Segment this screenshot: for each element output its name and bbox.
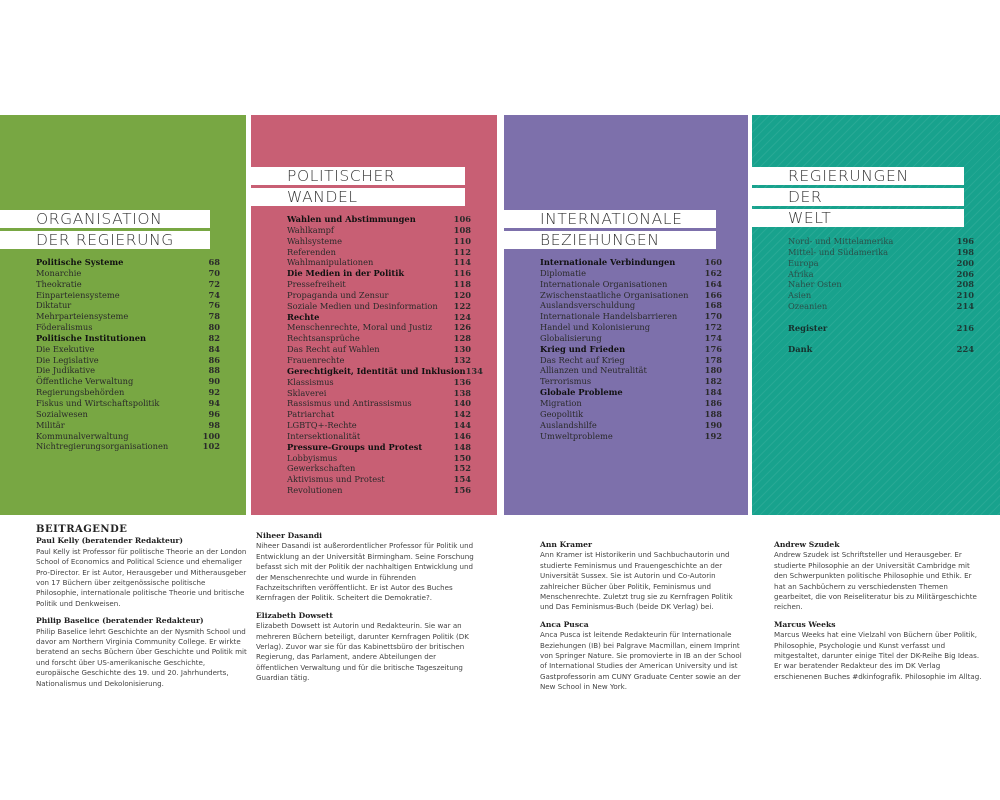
toc-entry-label: Nord- und Mittelamerika [788,236,894,246]
toc-entry[interactable] [287,301,471,312]
toc-entry-label: Nichtregierungsorganisationen [36,441,169,452]
toc-entry-label: Europa [788,257,819,268]
toc-section-entry[interactable] [287,312,471,323]
toc-entry-label: Globale Probleme [540,387,623,398]
toc-entry-page: 198 [956,246,974,257]
toc-section-entry[interactable] [36,333,220,344]
toc-entry-page: 130 [453,344,471,355]
toc-entry-label: Die Legislative [36,354,99,365]
toc-entry[interactable] [287,225,471,236]
toc-entry-page: 124 [453,311,471,322]
toc-entry-label: Das Recht auf Krieg [540,354,625,365]
toc-entry-label: LGBTQ+-Rechte [287,420,357,431]
toc-entry[interactable] [287,377,471,388]
toc-entry[interactable] [36,268,220,279]
toc-entry-page: 112 [453,246,471,257]
toc-entry[interactable] [287,453,471,464]
toc-entry-page: 78 [208,311,220,322]
toc-entry-label: Patriarchat [287,409,335,420]
toc-entry[interactable] [287,290,471,301]
toc-entry-label: Umweltprobleme [540,430,613,441]
toc-entry-page: 170 [704,311,722,322]
contributors-column-2 [256,531,474,691]
toc-entry-label: Das Recht auf Wahlen [287,344,380,355]
toc-entry-label: Wahlkampf [287,224,334,235]
toc-entry[interactable] [36,344,220,355]
panel-title-line: WANDEL [251,188,465,206]
toc-entry-page: 206 [956,268,974,279]
toc-entry[interactable] [540,268,722,279]
toc-entry-label: Wahlen und Abstimmungen [287,214,416,224]
contributor-name: Ann Kramer [540,540,592,549]
toc-entry-page: 120 [453,289,471,300]
toc-entry[interactable] [287,420,471,431]
toc-entry[interactable] [540,290,722,301]
toc-entry-page: 176 [704,343,722,354]
contributor-name: Paul Kelly (beratender Redakteur) [36,536,183,546]
toc-entry-label: Menschenrechte, Moral und Justiz [287,322,433,333]
toc-entry[interactable] [540,300,722,311]
toc-panel-internationale-beziehungen [504,115,748,515]
toc-entry-label: Frauenrechte [287,354,345,365]
toc-entry[interactable] [540,398,722,409]
toc-entry-label: Militär [36,419,65,430]
toc-entry-page: 166 [704,289,722,300]
toc-entry-page: 126 [453,322,471,333]
toc-entry-label: Migration [540,397,582,408]
toc-section-entry[interactable] [788,323,974,334]
toc-section-entry[interactable] [287,214,471,225]
toc-entry[interactable] [287,485,471,496]
toc-entry-page: 118 [453,279,471,290]
toc-entry-page: 146 [453,430,471,441]
toc-entry-page: 186 [704,397,722,408]
toc-entry-label: Die Medien in der Politik [287,268,405,279]
toc-entry[interactable] [287,322,471,333]
toc-entry-page: 156 [453,485,471,496]
toc-section-entry[interactable] [287,365,483,377]
toc-entry-label: Globalisierung [540,332,602,343]
toc-entry-page: 100 [202,430,220,441]
toc-entry-label: Gewerkschaften [287,463,356,474]
toc-entry-page: 74 [208,289,220,300]
toc-entry-label: Ozeanien [788,301,828,312]
toc-entry-page: 178 [704,354,722,365]
toc-entry[interactable] [540,311,722,322]
toc-entry-page: 224 [956,344,974,355]
toc-entry[interactable] [287,431,471,442]
toc-entry-page: 110 [453,235,471,246]
toc-entry-label: Diktatur [36,300,72,311]
toc-entry-page: 140 [453,398,471,409]
toc-entry-label: Handel und Kolonisierung [540,322,651,333]
toc-list [540,257,722,441]
toc-entry[interactable] [540,365,722,376]
toc-panel-regierungen-der-welt [752,115,1000,515]
toc-entry-page: 72 [208,278,220,289]
contributor-bio: Elizabeth Dowsett ist Autorin und Redakteurin. Sie war an mehreren Büchern beteiligt, darunter Kernfragen Politik (DK Verlag). Zuvor war sie für das Kabinettsbüro der britischen Regierung, das Parlament, andere Abteilungen der öffentlichen Verwaltung und für die britische Tageszeitung Guardian tätig. [256,621,469,683]
contributor-bio: Niheer Dasandi ist außerordentlicher Professor für Politik und Entwicklung an der Universität Birmingham. Seine Forschung befasst sich mit der Politik der nachhaltigen Entwicklung und der Menschenrechte und wurde in führenden Fachzeitschriften veröffentlicht. Er ist Autor des Buches Kernfragen der Politik. Scheitert die Demokratie?. [256,541,474,603]
toc-entry[interactable] [36,376,220,387]
contributor-bio: Anca Pusca ist leitende Redakteurin für Internationale Beziehungen (IB) bei Palgrave Macmillan, einem Imprint von Springer Nature. Sie promovierte in IB an der School of International Studies der American University und ist Gastprofessorin am CUNY Graduate Center sowie an der New School in New York. [540,630,742,692]
toc-entry-label: Politische Systeme [36,257,124,267]
contributor-bio: Marcus Weeks hat eine Vielzahl von Büchern über Politik, Philosophie, Psychologie und Kunst verfasst und mitgestaltet, darunter einige Titel der DK-Reihe Big Ideas. Er war beratender Redakteur des im DK Verlag erschienenen Buches #dkinfografik. Philosophie im Alltag. [774,630,982,681]
panel-title-line: DER REGIERUNG [0,231,210,249]
toc-entry[interactable] [36,279,220,290]
toc-entry-label: Theokratie [36,278,82,289]
toc-section-entry[interactable] [287,442,471,453]
toc-entry-label: Revolutionen [287,485,343,496]
toc-entry-label: Auslandshilfe [540,419,597,430]
toc-entry[interactable] [540,322,722,333]
toc-entry[interactable] [788,301,974,312]
toc-entry-label: Pressefreiheit [287,279,346,290]
contributor-bio: Paul Kelly ist Professor für politische Theorie an der London School of Economics and Political Science und ehemaliger Pro-Director. Er ist Autor, Herausgeber und Mitherausgeber von 17 Büchern über zeitgenössische politische Philosophie, internationale politische Theorie und britische Politik und Denkweisen. [36,546,247,608]
toc-entry-label: Soziale Medien und Desinformation [287,300,438,311]
toc-entry-page: 70 [208,267,220,278]
toc-entry[interactable] [36,322,220,333]
toc-entry[interactable] [540,279,722,290]
toc-entry-label: Krieg und Frieden [540,343,626,354]
toc-entry-page: 114 [453,257,471,268]
toc-entry-label: Referenden [287,246,336,257]
toc-entry-label: Internationale Handelsbarrieren [540,311,678,322]
toc-entry-page: 196 [956,236,974,246]
toc-entry-label: Die Exekutive [36,343,95,354]
toc-entry-page: 102 [202,441,220,452]
toc-entry-page: 106 [453,214,471,224]
toc-entry-page: 214 [956,301,974,312]
toc-entry-page: 144 [453,420,471,431]
panel-title-line: WELT [752,209,964,227]
toc-entry-label: Klassismus [287,376,334,387]
contributor-bio: Ann Kramer ist Historikerin und Sachbuchautorin und studierte Feminismus und Frauengeschichte an der Universität Sussex. Sie ist Autorin und Co-Autorin zahlreicher Bücher über Politik, Feminismus und Menschenrechte. Zuletzt trug sie zu Kernfragen Politik und Das Feminismus-Buch (beide DK Verlag) bei. [540,550,733,612]
toc-entry-page: 160 [704,257,722,267]
toc-entry-label: Asien [788,290,812,301]
toc-entry-label: Fiskus und Wirtschaftspolitik [36,397,160,408]
toc-entry-label: Aktivismus und Protest [287,474,385,485]
contributor-bio: Andrew Szudek ist Schriftsteller und Herausgeber. Er studierte Philosophie an der Universität Cambridge mit den Schwerpunkten politische Philosophie und Ethik. Er hat an Sachbüchern zu verschiedensten Themen gearbeitet, die von Reiseliteratur bis zu Militärgeschichte reichen. [774,550,977,612]
toc-entry[interactable] [36,290,220,301]
toc-entry-page: 172 [704,322,722,333]
toc-entry[interactable] [540,333,722,344]
toc-entry[interactable] [788,279,974,290]
toc-entry-label: Zwischenstaatliche Organisationen [540,289,689,300]
toc-entry-label: Intersektionalität [287,430,361,441]
toc-entry-page: 76 [208,300,220,311]
toc-entry-label: Mittel- und Südamerika [788,246,889,257]
toc-entry[interactable] [36,365,220,376]
toc-entry-page: 96 [208,408,220,419]
toc-entry[interactable] [287,236,471,247]
panel-title-line: BEZIEHUNGEN [504,231,716,249]
toc-entry[interactable] [788,247,974,258]
toc-entry-page: 82 [208,332,220,343]
toc-entry-label: Wahlmanipulationen [287,257,374,268]
toc-entry[interactable] [287,409,471,420]
toc-entry-page: 162 [704,267,722,278]
toc-entry[interactable] [788,334,974,345]
toc-entry-page: 80 [208,322,220,333]
toc-entry-label: Geopolitik [540,408,584,419]
toc-entry-label: Terrorismus [540,376,592,387]
contributor-name: Niheer Dasandi [256,531,323,540]
contributor-bio: Philip Baselice lehrt Geschichte an der Nysmith School und davor am Northern Virginia Community College. Er wirkte beratend an sechs Büchern über Geschichte und Politik mit und forscht über US-amerikanische Geschichte, europäische Geschichte des 19. und 20. Jahrhunderts, Nationalismus und Dekolonisierung. [36,626,247,688]
panel-title-line: REGIERUNGEN [752,167,964,185]
toc-entry-label: Rechtsansprüche [287,333,360,344]
toc-entry-label: Internationale Verbindungen [540,257,676,267]
toc-entry[interactable] [287,474,471,485]
toc-entry[interactable] [287,344,471,355]
toc-entry[interactable] [788,312,974,323]
toc-entry[interactable] [36,441,220,452]
toc-entry[interactable] [540,431,722,442]
toc-entry-page: 128 [453,333,471,344]
toc-entry[interactable] [36,300,220,311]
toc-entry-label: Internationale Organisationen [540,278,668,289]
toc-entry-label: Rassismus und Antirassismus [287,398,412,409]
toc-entry-page: 108 [453,224,471,235]
contributor-name: Anca Pusca [540,619,589,629]
toc-entry-page: 132 [453,354,471,365]
toc-entry-page: 86 [208,354,220,365]
toc-entry[interactable] [540,409,722,420]
toc-entry-page: 208 [956,279,974,290]
toc-entry-label: Föderalismus [36,322,93,333]
toc-entry-label: Diplomatie [540,267,586,278]
toc-entry-label: Rechte [287,311,320,322]
toc-section-entry[interactable] [36,257,220,268]
toc-entry-page: 180 [704,365,722,376]
toc-entry-label: Einparteiensysteme [36,289,120,300]
toc-entry-page: 188 [704,408,722,419]
toc-entry-page: 152 [453,463,471,474]
toc-entry-page: 148 [453,441,471,452]
toc-entry-label: Kommunalverwaltung [36,430,129,441]
toc-entry-page: 192 [704,430,722,441]
toc-entry-page: 94 [208,397,220,408]
toc-entry-page: 134 [465,365,483,376]
toc-entry-page: 84 [208,343,220,354]
toc-entry[interactable] [36,387,220,398]
toc-entry-page: 136 [453,376,471,387]
toc-entry-page: 154 [453,474,471,485]
toc-entry[interactable] [287,388,471,399]
toc-entry[interactable] [36,431,220,442]
toc-entry-label: Öffentliche Verwaltung [36,376,134,387]
toc-entry[interactable] [36,311,220,322]
toc-entry-page: 138 [453,387,471,398]
toc-entry[interactable] [287,247,471,258]
toc-entry-page: 216 [956,322,974,333]
toc-entry-page: 200 [956,257,974,268]
panel-title-line: DER [752,188,964,206]
toc-entry[interactable] [36,398,220,409]
toc-entry-page: 98 [208,419,220,430]
toc-entry-page: 168 [704,300,722,311]
toc-entry-label: Wahlsysteme [287,235,342,246]
toc-entry-page: 164 [704,278,722,289]
toc-entry-label: Allianzen und Neutralität [540,365,647,376]
toc-entry-label: Mehrparteiensysteme [36,311,129,322]
toc-entry[interactable] [287,333,471,344]
toc-entry-label: Gerechtigkeit, Identität und Inklusion [287,365,466,376]
toc-entry-page: 90 [208,376,220,387]
toc-entry[interactable] [540,376,722,387]
toc-entry-page: 92 [208,387,220,398]
toc-entry-page: 150 [453,452,471,463]
contributor-name: Philip Baselice (beratender Redakteur) [36,616,204,626]
toc-entry-page: 182 [704,376,722,387]
panel-title-line: ORGANISATION [0,210,210,228]
toc-entry-label: Afrika [788,268,814,279]
toc-entry-page: 116 [453,268,471,279]
toc-section-entry[interactable] [287,268,471,279]
toc-entry-label: Dank [788,344,813,355]
toc-entry[interactable] [788,269,974,280]
panel-title-line: INTERNATIONALE [504,210,716,228]
toc-panel-organisation [0,115,246,515]
contributors-column-4 [774,540,984,689]
contributors-column-3 [540,540,748,700]
toc-entry-page: 122 [453,300,471,311]
toc-entry[interactable] [788,290,974,301]
toc-entry-page: 68 [208,257,220,267]
toc-entry-label: Register [788,322,828,333]
contributors-column-1 [36,525,248,696]
toc-entry[interactable] [36,355,220,366]
toc-section-entry[interactable] [788,344,974,355]
toc-entry-label: Sozialwesen [36,408,88,419]
toc-entry[interactable] [287,398,471,409]
toc-entry-page: 190 [704,419,722,430]
toc-entry-label: Naher Osten [788,279,842,290]
toc-entry-label: Politische Institutionen [36,332,147,343]
toc-entry-label: Lobbyismus [287,452,338,463]
toc-list [788,236,974,355]
contributor-name: Marcus Weeks [774,619,836,629]
contributor-name: Elizabeth Dowsett [256,610,333,620]
toc-entry[interactable] [287,257,471,268]
toc-entry[interactable] [287,355,471,366]
toc-list [36,257,220,452]
toc-section-entry[interactable] [540,257,722,268]
toc-entry-label: Die Judikative [36,365,96,376]
toc-entry[interactable] [36,409,220,420]
toc-entry[interactable] [788,258,974,269]
toc-entry-page: 88 [208,365,220,376]
toc-entry[interactable] [287,463,471,474]
toc-entry-label: Regierungsbehörden [36,387,125,398]
toc-section-entry[interactable] [540,344,722,355]
toc-entry[interactable] [540,355,722,366]
toc-entry-label: Monarchie [36,267,82,278]
toc-panel-politischer-wandel [251,115,497,515]
toc-entry-label: Sklaverei [287,387,327,398]
toc-section-entry[interactable] [540,387,722,398]
toc-entry-label: Auslandsverschuldung [540,300,636,311]
toc-entry-page: 142 [453,409,471,420]
toc-entry-page: 210 [956,290,974,301]
toc-entry[interactable] [287,279,471,290]
toc-entry[interactable] [788,236,974,247]
toc-entry-page: 184 [704,387,722,398]
panel-title-line: POLITISCHER [251,167,465,185]
toc-entry-label: Pressure-Groups und Protest [287,441,423,452]
toc-entry-page: 174 [704,332,722,343]
toc-entry-label: Propaganda und Zensur [287,289,389,300]
contributors-heading: BEITRAGENDE [36,524,128,535]
toc-list [287,214,483,496]
toc-entry[interactable] [540,420,722,431]
toc-entry[interactable] [36,420,220,431]
contributor-name: Andrew Szudek [774,540,840,549]
